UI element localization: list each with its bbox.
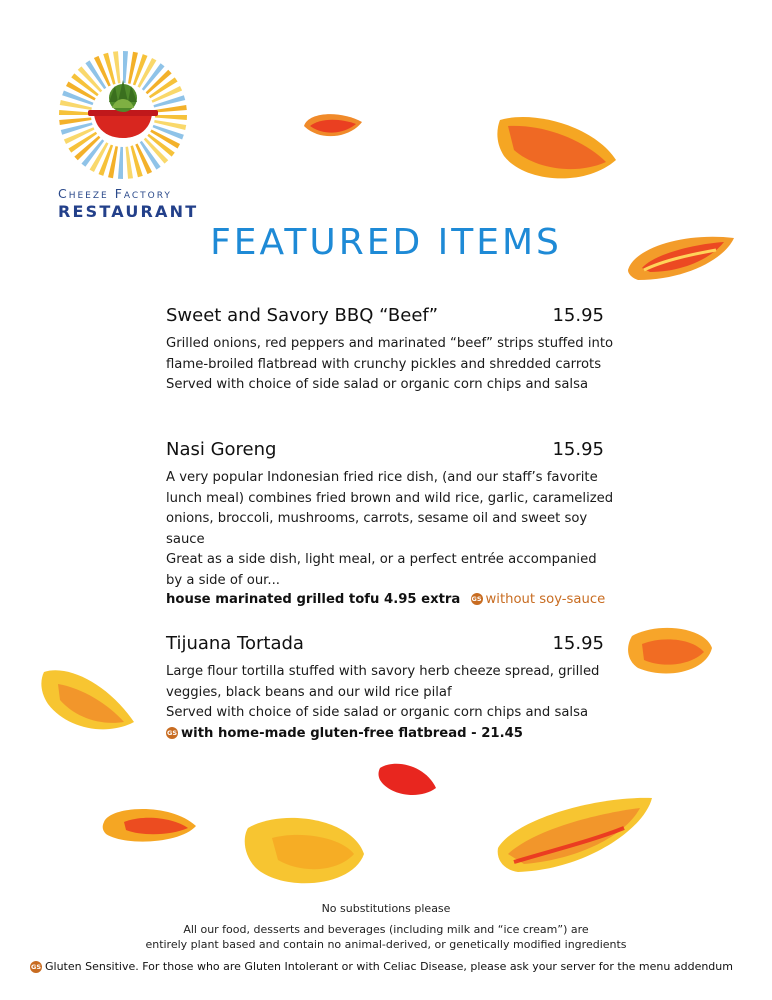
description-line: Large flour tortilla stuffed with savory herb cheeze spread, grilled veggies, black beans and our wild rice pilaf — [166, 664, 600, 700]
gs-disclaimer-text: Gluten Sensitive. For those who are Gluten Intolerant or with Celiac Disease, please ask your server for the menu addendum — [45, 960, 733, 973]
petal-decoration-4 — [626, 622, 716, 680]
gluten-sensitive-icon: GS — [471, 595, 482, 603]
description-line: A very popular Indonesian fried rice dish, (and our staff’s favorite lunch meal) combines fried brown and wild rice, garlic, caramelized onions, broccoli, mushrooms, carrots, sesame oil and sweet soy sauce — [166, 470, 614, 547]
menu-item-3-description — [166, 662, 616, 724]
menu-item-name: Nasi Goreng — [166, 439, 277, 460]
petal-decoration-1 — [300, 108, 366, 144]
brand-name-top: Cheeze Factory — [58, 186, 172, 201]
description-line: Served with choice of side salad or organic corn chips and salsa — [166, 705, 589, 720]
brand-name-bottom: RESTAURANT — [58, 202, 199, 221]
petal-decoration-5 — [38, 664, 136, 734]
tofu-extra-text: house marinated grilled tofu 4.95 extra — [166, 592, 461, 607]
petal-decoration-9 — [494, 790, 654, 874]
petal-decoration-6 — [376, 758, 438, 798]
description-line: Great as a side dish, light meal, or a perfect entrée accompanied by a side of our... — [166, 552, 597, 588]
petal-decoration-2 — [494, 110, 620, 186]
gluten-sensitive-icon: GS — [30, 963, 42, 971]
no-substitutions-note: No substitutions please — [321, 902, 451, 915]
menu-item-price: 15.95 — [552, 633, 604, 654]
gluten-sensitive-icon: GS — [166, 729, 178, 737]
menu-item-2-description — [166, 468, 616, 591]
menu-item-2-header — [166, 439, 604, 465]
description-line: Grilled onions, red peppers and marinated “beef” strips stuffed into flame-broiled flatbread with crunchy pickles and shredded carrots — [166, 336, 614, 372]
menu-item-name: Tijuana Tortada — [166, 633, 304, 654]
petal-decoration-8 — [242, 808, 366, 890]
menu-item-1-description — [166, 334, 616, 396]
plant-based-note-line-2: entirely plant based and contain no animal-derived, or genetically modified ingredients — [145, 938, 627, 951]
gs-note: without soy-sauce — [485, 592, 606, 607]
menu-item-name: Sweet and Savory BBQ “Beef” — [166, 305, 439, 326]
menu-item-price: 15.95 — [552, 439, 604, 460]
gs-note: with home-made gluten-free flatbread - 21.45 — [181, 726, 523, 741]
menu-item-1-header — [166, 305, 604, 331]
menu-item-3-header — [166, 633, 604, 659]
menu-item-3-extras — [166, 724, 626, 744]
plant-based-note-line-1: All our food, desserts and beverages (including milk and “ice cream”) are — [183, 923, 589, 936]
menu-item-price: 15.95 — [552, 305, 604, 326]
description-line: Served with choice of side salad or organic corn chips and salsa — [166, 377, 589, 392]
petal-decoration-7 — [100, 802, 198, 846]
gluten-sensitive-disclaimer — [30, 960, 750, 973]
menu-item-2-extras — [166, 590, 626, 610]
page-title: FEATURED ITEMS — [210, 222, 562, 263]
artichoke-bowl-sunburst-icon — [58, 50, 188, 180]
